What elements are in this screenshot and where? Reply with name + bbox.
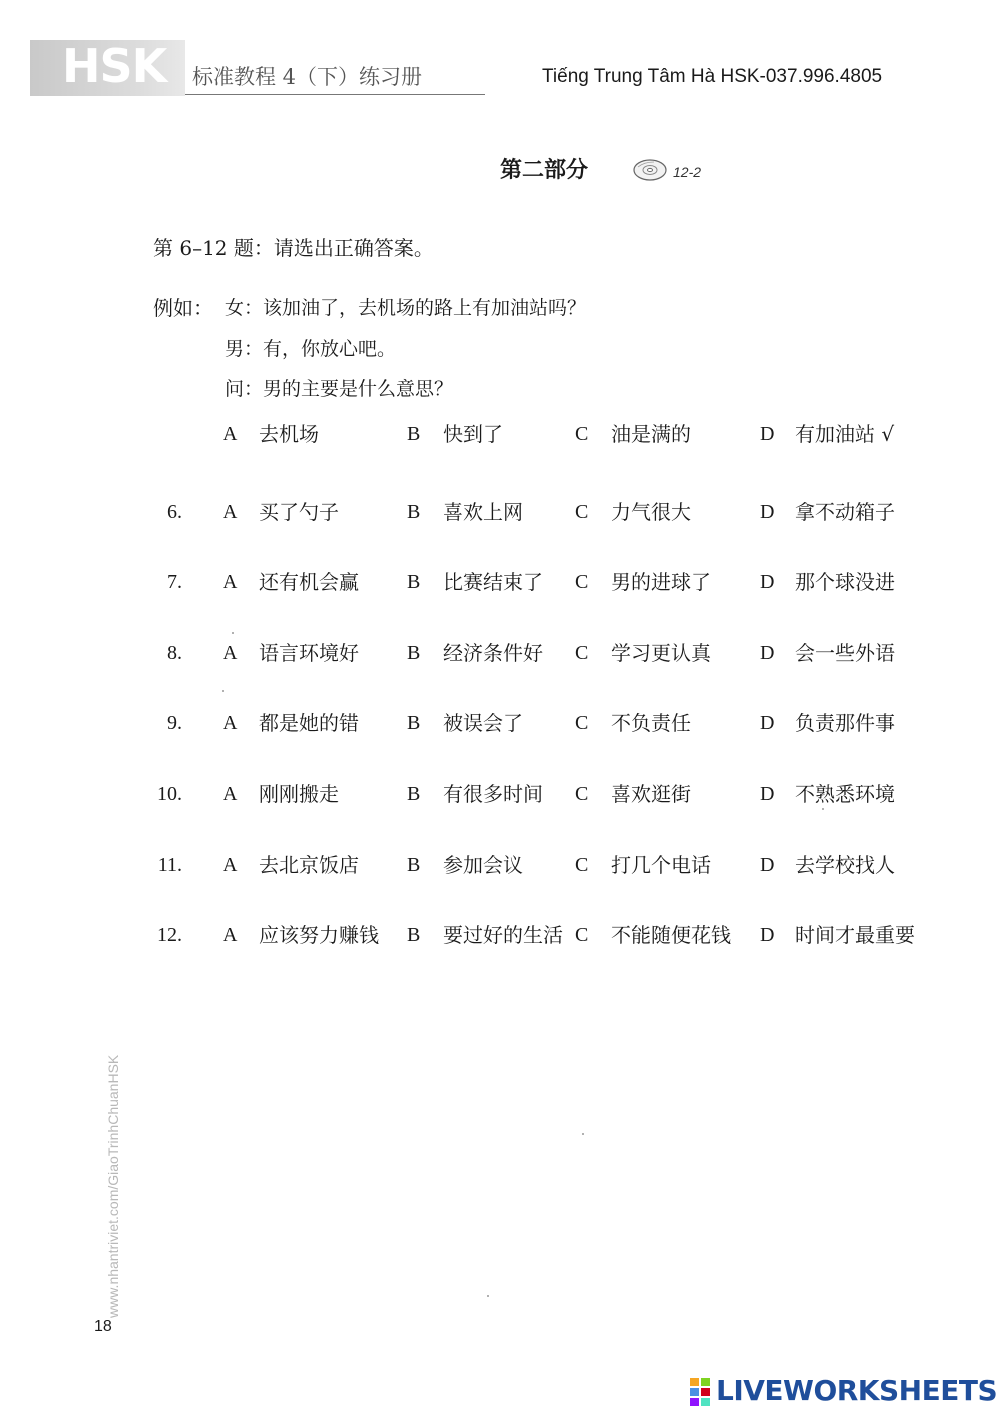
option-letter: C	[575, 501, 589, 523]
option-letter: D	[760, 712, 775, 734]
option-a[interactable]: 应该努力赚钱	[259, 923, 379, 947]
option-b[interactable]: 被误会了	[443, 711, 523, 735]
section-title: 第二部分	[500, 157, 589, 183]
example-label: 例如：	[153, 296, 213, 320]
option-a[interactable]: 去北京饭店	[259, 853, 359, 877]
option-letter: A	[223, 501, 238, 523]
option-letter: D	[760, 924, 775, 946]
question-number: 7.	[167, 571, 182, 593]
side-watermark-url: www.nhantriviet.com/GiaoTrinhChuanHSK	[105, 1054, 121, 1318]
option-letter: D	[760, 571, 775, 593]
option-d[interactable]: 去学校找人	[795, 853, 895, 877]
option-a[interactable]: 买了勺子	[259, 500, 339, 524]
option-b[interactable]: 参加会议	[443, 853, 523, 877]
option-letter: B	[407, 712, 421, 734]
liveworksheets-wordmark: LIVEWORKSHEETS	[716, 1374, 998, 1407]
question-number: 6.	[167, 501, 182, 523]
question-row-12	[0, 918, 1000, 952]
example-option-b: 快到了	[443, 422, 503, 446]
option-c[interactable]: 喜欢逛街	[611, 782, 691, 806]
brand-line: Tiếng Trung Tâm Hà HSK-037.996.4805	[542, 66, 883, 87]
option-d[interactable]: 不熟悉环境	[795, 782, 895, 806]
question-row-11	[0, 848, 1000, 882]
option-a[interactable]: 刚刚搬走	[259, 782, 339, 806]
option-letter: D	[760, 783, 775, 805]
question-number: 10.	[157, 783, 182, 805]
option-b[interactable]: 经济条件好	[443, 641, 543, 665]
option-letter: D	[760, 423, 775, 445]
option-d[interactable]: 时间才最重要	[795, 923, 915, 947]
example-options	[0, 417, 1000, 451]
option-letter: B	[407, 924, 421, 946]
option-letter: B	[407, 423, 421, 445]
question-row-6	[0, 495, 1000, 529]
option-letter: C	[575, 423, 589, 445]
example-option-a: 去机场	[259, 422, 319, 446]
option-b[interactable]: 要过好的生活	[443, 923, 563, 947]
question-row-8	[0, 636, 1000, 670]
option-letter: C	[575, 783, 589, 805]
header-rule	[185, 94, 485, 95]
option-letter: C	[575, 854, 589, 876]
option-c[interactable]: 打几个电话	[611, 853, 711, 877]
option-c[interactable]: 不负责任	[611, 711, 691, 735]
scan-speck	[232, 632, 234, 634]
option-letter: B	[407, 854, 421, 876]
option-letter: C	[575, 571, 589, 593]
question-row-9	[0, 706, 1000, 740]
option-c[interactable]: 学习更认真	[611, 641, 711, 665]
option-letter: A	[223, 712, 238, 734]
question-number: 8.	[167, 642, 182, 664]
option-d[interactable]: 那个球没进	[795, 570, 895, 594]
option-letter: A	[223, 423, 238, 445]
page-number: 18	[94, 1318, 112, 1335]
option-letter: A	[223, 854, 238, 876]
option-d[interactable]: 负责那件事	[795, 711, 895, 735]
question-row-10	[0, 777, 1000, 811]
option-letter: A	[223, 642, 238, 664]
option-letter: A	[223, 571, 238, 593]
scan-speck	[582, 1133, 584, 1135]
option-c[interactable]: 力气很大	[611, 500, 691, 524]
question-number: 9.	[167, 712, 182, 734]
option-a[interactable]: 还有机会赢	[259, 570, 359, 594]
question-number: 12.	[157, 924, 182, 946]
example-option-c: 油是满的	[611, 422, 691, 446]
option-c[interactable]: 不能随便花钱	[611, 923, 731, 947]
question-number: 11.	[157, 854, 182, 876]
option-letter: D	[760, 501, 775, 523]
option-letter: A	[223, 924, 238, 946]
book-title: 标准教程 4（下）练习册	[192, 65, 423, 89]
option-a[interactable]: 都是她的错	[259, 711, 359, 735]
option-letter: A	[223, 783, 238, 805]
option-letter: B	[407, 783, 421, 805]
example-option-d-correct: 有加油站 √	[795, 422, 895, 446]
option-b[interactable]: 喜欢上网	[443, 500, 523, 524]
option-letter: D	[760, 642, 775, 664]
hsk-logo-text: HSK	[62, 39, 167, 93]
example-line-man: 男：有，你放心吧。	[225, 338, 397, 360]
scan-speck	[487, 1295, 489, 1297]
option-letter: C	[575, 712, 589, 734]
option-letter: D	[760, 854, 775, 876]
option-a[interactable]: 语言环境好	[259, 641, 359, 665]
question-row-7	[0, 565, 1000, 599]
track-number: 12-2	[673, 164, 702, 180]
option-letter: B	[407, 642, 421, 664]
scan-speck	[222, 690, 224, 692]
option-letter: C	[575, 642, 589, 664]
option-letter: B	[407, 501, 421, 523]
audio-cd-icon[interactable]	[632, 158, 668, 182]
scan-speck	[822, 808, 824, 810]
example-line-question: 问：男的主要是什么意思？	[225, 378, 454, 400]
option-b[interactable]: 有很多时间	[443, 782, 543, 806]
example-line-woman: 女：该加油了，去机场的路上有加油站吗？	[225, 297, 587, 319]
option-b[interactable]: 比赛结束了	[443, 570, 543, 594]
option-d[interactable]: 拿不动箱子	[795, 500, 895, 524]
option-d[interactable]: 会一些外语	[795, 641, 895, 665]
option-letter: C	[575, 924, 589, 946]
option-letter: B	[407, 571, 421, 593]
instructions: 第 6–12 题：请选出正确答案。	[153, 236, 434, 260]
liveworksheets-blocks-icon	[690, 1378, 712, 1406]
option-c[interactable]: 男的进球了	[611, 570, 711, 594]
